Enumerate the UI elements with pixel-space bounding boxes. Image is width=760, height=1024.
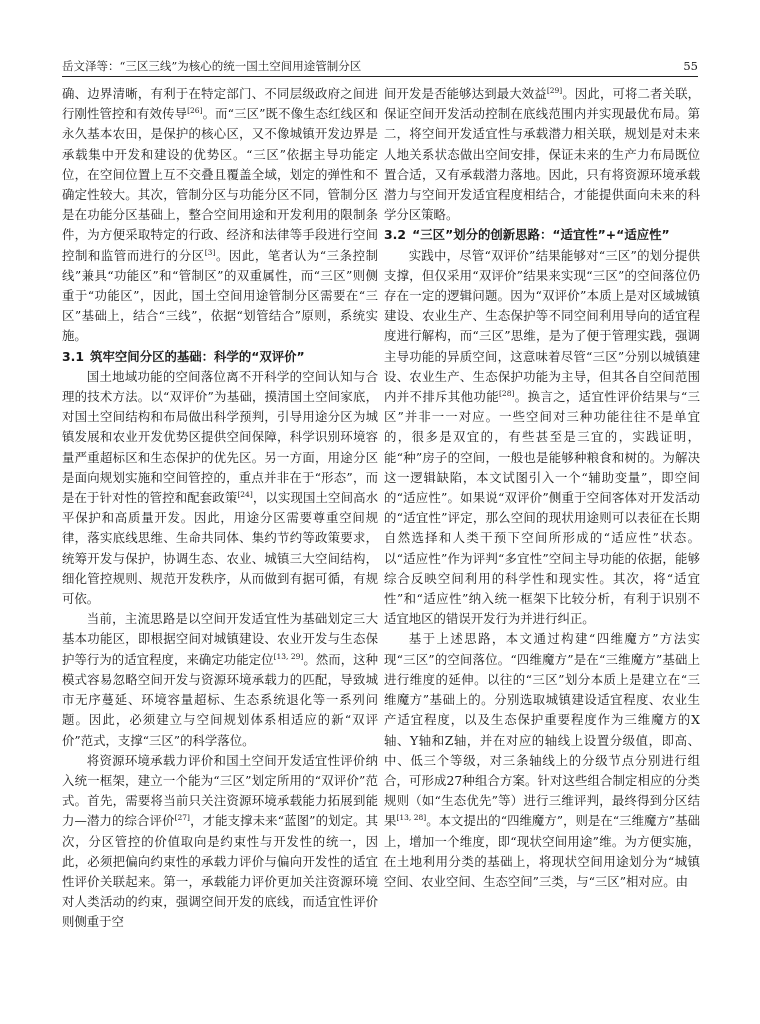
running-header bbox=[62, 54, 698, 77]
running-title: 岳文泽等：“三区三线”为核心的统一国土空间用途管制分区 bbox=[62, 59, 362, 73]
section-heading-3-2: 3.2 “三区”划分的创新思路：“适宜性”+“适应性” bbox=[384, 227, 670, 243]
citation[interactable]: [28] bbox=[499, 389, 515, 399]
paragraph: 国土地域功能的空间落位离不开科学的空间认知与合理的技术方法。以“双评价”为基础，摸清国土空间家底，对国土空间结构和布局做出科学预判，引导用途分区为城镇发展和农业开发优势区提供空间保障，科学识别环境容量严重超标区和生态保护的优先区。另一方面，用途分区是面向规划实施和空间管控的，重点并非在于“形态”，而是在于针对性的管控和配套政策[24]，以实现国土空间高水平保护和高质量开发。因此，用途分区需要尊重空间规律，落实底线思维、生命共同体、集约节约等政策要求，统筹开发与保护，协调生态、农业、城镇三大空间结构，细化管控规则、规范开发秩序，从而做到有据可循，有规可依。 bbox=[62, 368, 379, 607]
paragraph: 基于上述思路，本文通过构建“四维魔方”方法实现“三区”的空间落位。“四维魔方”是在“三维魔方”基础上进行维度的延伸。以往的“三区”划分本质上是建立在“三维魔方”基础上的。分别选取城镇建设适宜程度、农业生产适宜程度，以及生态保护重要程度作为三维魔方的X轴、Y轴和Z轴，并在对应的轴线上设置分级值，即高、中、低三个等级，对三条轴线上的分级节点分别进行组合，可形成27种组合方案。针对这些组合制定相应的分类规则（如“生态优先”等）进行三维评判，最终得到分区结果[13, 28]。本文提出的“四维魔方”，则是在“三维魔方”基础上，增加一个维度，即“现状空间用途”维。为方便实施，在土地利用分类的基础上，将现状空间用途划分为“城镇空间、农业空间、生态空间”三类，与“三区”相对应。由 bbox=[384, 631, 700, 889]
page-number: 55 bbox=[683, 59, 698, 73]
citation[interactable]: [27] bbox=[174, 813, 190, 823]
paragraph: 间开发是否能够达到最大效益[29]。因此，可将二者关联，保证空间开发活动控制在底线范围内并实现最优布局。第二，将空间开发适宜性与承载潜力相关联，规划是对未来人地关系状态做出空间安排，保证未来的生产力布局既位置合适，又有承载潜力落地。因此，只有将资源环境承载潜力与空间开发适宜程度相结合，才能提供面向未来的科学分区策略。 bbox=[384, 86, 701, 223]
citation[interactable]: [3] bbox=[204, 247, 216, 257]
paragraph: 实践中，尽管“双评价”结果能够对“三区”的划分提供支撑，但仅采用“双评价”结果来实现“三区”的空间落位仍存在一定的逻辑问题。因为“双评价”本质上是对区域城镇建设、农业生产、生态保护等不同空间利用导向的适宜程度进行解构，而“三区”思维，是为了便于管理实践，强调主导功能的异质空间，这意味着尽管“三区”分别以城镇建设、农业生产、生态保护功能为主导，但其各自空间范围内并不排斥其他功能[28]。换言之，适宜性评价结果与“三区”并非一一对应。一些空间对三种功能往往不是单宜的，很多是双宜的，有些甚至是三宜的，实践证明，能“种”房子的空间，一般也是能够种粮食和树的。为解决这一逻辑缺陷，本文试图引入一个“辅助变量”，即空间的“适应性”。如果说“双评价”侧重于空间客体对开发活动的“适宜性”评定，那么空间的现状用途则可以表征在长期自然选择和人类干预下空间所形成的“适应性”状态。以“适应性”作为评判“多宜性”空间主导功能的依据，能够综合反映空间利用的科学性和现实性。其次，将“适宜性”和“适应性”纳入统一框架下比较分析，有利于识别不适宜地区的错误开发行为并进行纠正。 bbox=[384, 247, 701, 627]
citation[interactable]: [24] bbox=[237, 490, 253, 500]
citation[interactable]: [13, 28] bbox=[396, 813, 427, 823]
citation[interactable]: [26] bbox=[187, 106, 203, 116]
left-column bbox=[62, 84, 378, 933]
citation[interactable]: [29] bbox=[546, 86, 563, 95]
paragraph: 当前，主流思路是以空间开发适宜性为基础划定三大基本功能区，即根据空间对城镇建设、农业开发与生态保护等行为的适宜程度，来确定功能定位[13, 29]。然而，这种模式容易忽略空间开发与资源环境承载力的匹配，导致城市无序蔓延、环境容量超标、生态系统退化等一系列问题。因此，必须建立与空间规划体系相适应的新“双评价”范式，支撑“三区”的科学落位。 bbox=[62, 611, 378, 748]
right-column bbox=[384, 84, 700, 892]
paragraph: 确、边界清晰，有利于在特定部门、不同层级政府之间进行刚性管控和有效传导[26]。而“三区”既不像生态红线区和永久基本农田，是保护的核心区，又不像城镇开发边界是承载集中开发和建设的优势区。“三区”依据主导功能定位，在空间位置上互不交叠且覆盖全域，划定的弹性和不确定性较大。其次，管制分区与功能分区不同，管制分区是在功能分区基础上，整合空间用途和开发利用的限制条件，为方便采取特定的行政、经济和法律等手段进行空间控制和监管而进行的分区[3]。因此，笔者认为“三条控制线”兼具“功能区”和“管制区”的双重属性，而“三区”则侧重于“功能区”，因此，国土空间用途管制分区需要在“三区”基础上，结合“三线”，依据“划管结合”原则，系统实施。 bbox=[62, 86, 379, 344]
section-heading-3-1: 3.1 筑牢空间分区的基础：科学的“双评价” bbox=[62, 348, 305, 364]
citation[interactable]: [13, 29] bbox=[273, 651, 304, 661]
paragraph: 将资源环境承载力评价和国土空间开发适宜性评价纳入统一框架，建立一个能为“三区”划定所用的“双评价”范式。首先，需要将当前只关注资源环境承载能力拓展到能力—潜力的综合评价[27]，才能支撑未来“蓝图”的划定。其次，分区管控的价值取向是约束性与开发性的统一，因此，必须把偏向约束性的承载力评价与偏向开发性的适宜性评价关联起来。第一，承载能力评价更加关注资源环境对人类活动的约束，强调空间开发的底线，而适宜性评价则侧重于空 bbox=[62, 752, 379, 930]
